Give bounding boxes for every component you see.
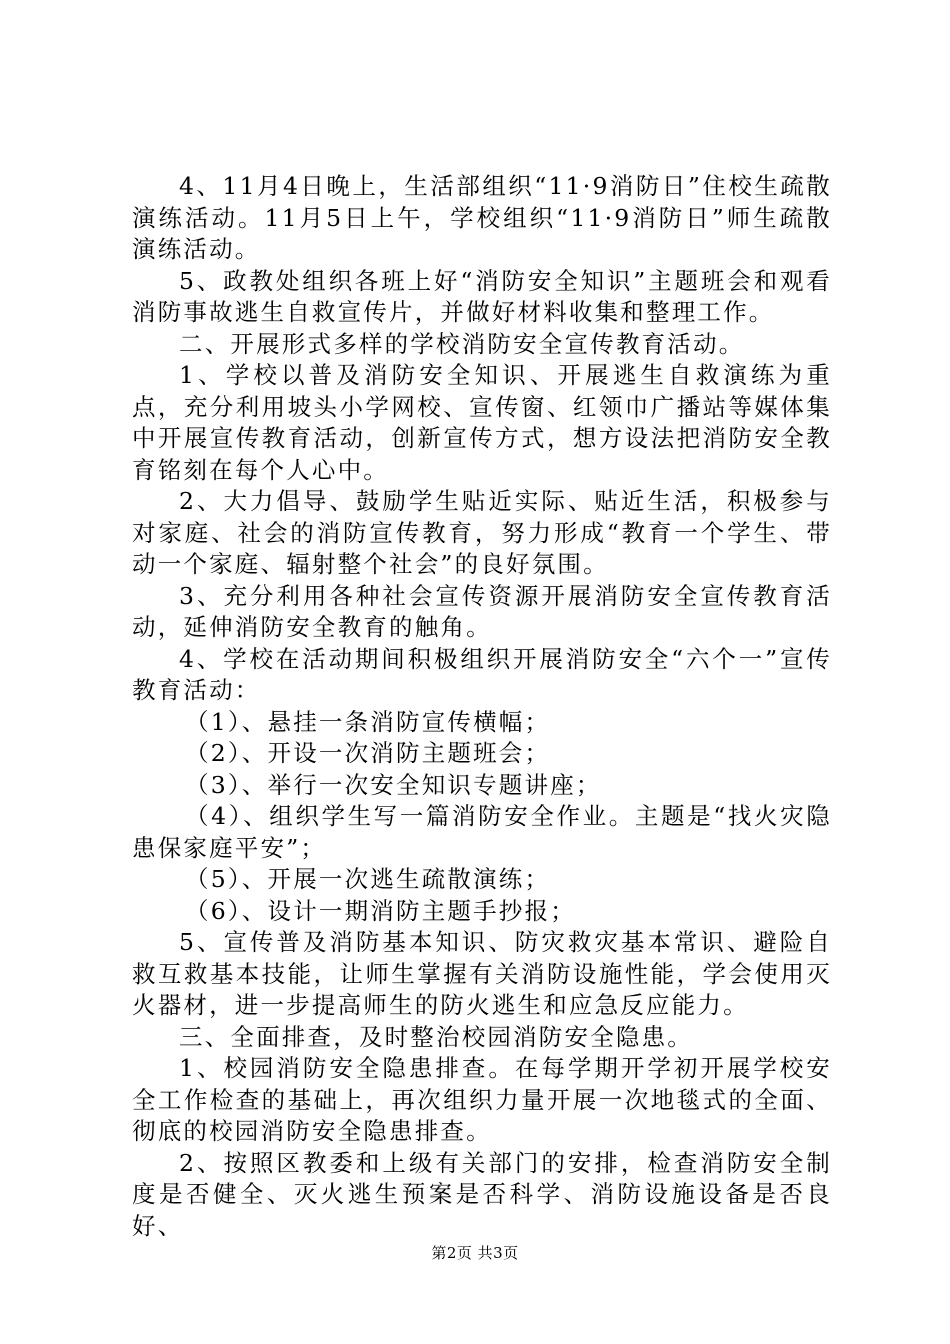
list-item-drill: （5）、开展一次逃生疏散演练； xyxy=(185,865,551,893)
paragraph-drill-dates: 4、11月4日晚上，生活部组织“11·9消防日”住校生疏散演练活动。11月5日上午，学校组织“11·9消防日”师生疏散演练活动。 xyxy=(132,172,832,263)
list-item-lecture: （3）、举行一次安全知识专题讲座； xyxy=(185,770,602,799)
section-heading-2: 二、开展形式多样的学校消防安全宣传教育活动。 xyxy=(179,329,745,358)
page-footer: 第2页 共3页 xyxy=(431,1244,519,1262)
paragraph-item-5: 5、宣传普及消防基本知识、防灾救灾基本常识、避险自救互救基本技能，让师生掌握有关消防设施性能，学会使用灭火器材，进一步提高师生的防火逃生和应急反应能力。 xyxy=(132,928,832,1019)
paragraph-class-meeting: 5、政教处组织各班上好“消防安全知识”主题班会和观看消防事故逃生自救宣传片，并做好材料收集和整理工作。 xyxy=(132,266,832,326)
paragraph-item-2: 2、大力倡导、鼓励学生贴近实际、贴近生活，积极参与对家庭、社会的消防宣传教育，努力形成“教育一个学生、带动一个家庭、辐射整个社会”的良好氛围。 xyxy=(132,487,832,578)
paragraph-inspection-1: 1、校园消防安全隐患排查。在每学期开学初开展学校安全工作检查的基础上，再次组织力量开展一次地毯式的全面、彻底的校园消防安全隐患排查。 xyxy=(132,1054,832,1145)
paragraph-item-3: 3、充分利用各种社会宣传资源开展消防安全宣传教育活动，延伸消防安全教育的触角。 xyxy=(132,581,832,641)
list-item-newspaper: （6）、设计一期消防主题手抄报； xyxy=(185,896,576,925)
list-item-homework: （4）、组织学生写一篇消防安全作业。主题是“找火灾隐患保家庭平安”； xyxy=(132,802,832,862)
list-item-class-meeting: （2）、开设一次消防主题班会； xyxy=(185,739,551,767)
paragraph-inspection-2: 2、按照区教委和上级有关部门的安排，检查消防安全制度是否健全、灭火逃生预案是否科学、消防设施设备是否良好、 xyxy=(132,1148,832,1240)
paragraph-item-4: 4、学校在活动期间积极组织开展消防安全“六个一”宣传教育活动： xyxy=(132,644,832,704)
section-heading-3: 三、全面排查，及时整治校园消防安全隐患。 xyxy=(179,1022,693,1051)
list-item-banner: （1）、悬挂一条消防宣传横幅； xyxy=(185,707,551,736)
paragraph-item-1: 1、学校以普及消防安全知识、开展逃生自救演练为重点，充分利用坡头小学网校、宣传窗、红领巾广播站等媒体集中开展宣传教育活动，创新宣传方式，想方设法把消防安全教育铭刻在每个人心中。 xyxy=(132,361,832,484)
document-body xyxy=(132,171,832,1242)
